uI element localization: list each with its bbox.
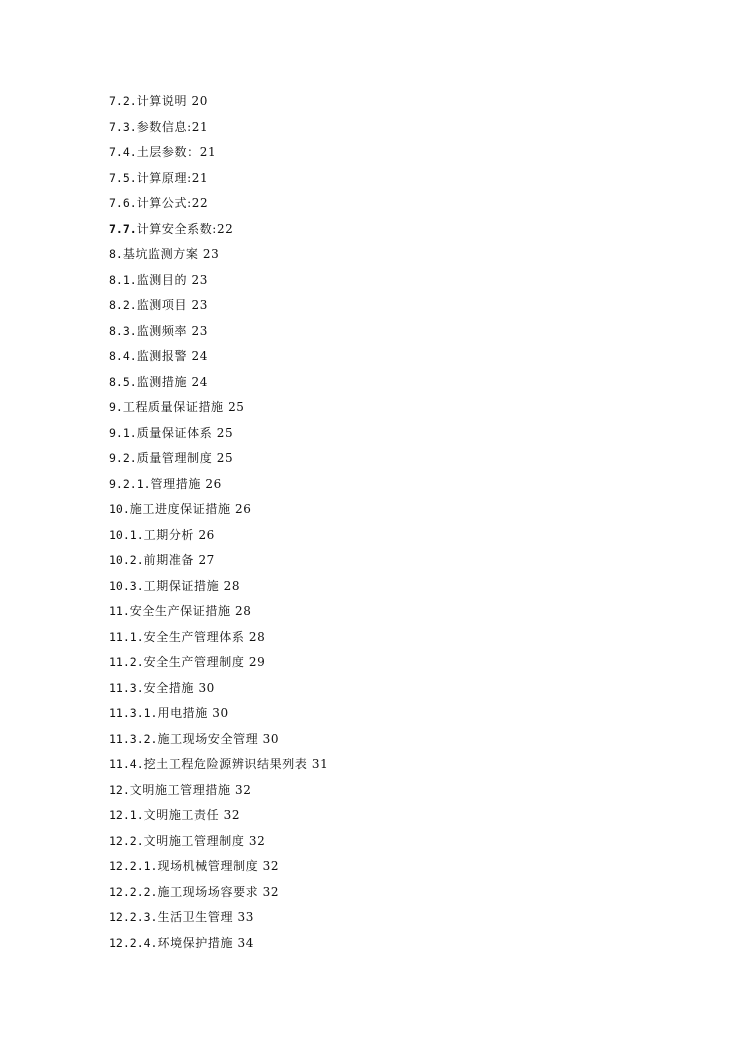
toc-entry-8-1[interactable] bbox=[109, 271, 328, 297]
toc-entry-number: 11.2. bbox=[109, 655, 144, 669]
toc-entry-number: 8. bbox=[109, 247, 123, 261]
toc-entry-7-5[interactable] bbox=[109, 169, 328, 195]
toc-entry-12[interactable] bbox=[109, 781, 328, 807]
toc-entry-12-2-1[interactable] bbox=[109, 857, 328, 883]
toc-entry-11-3-1[interactable] bbox=[109, 704, 328, 730]
toc-entry-10[interactable] bbox=[109, 500, 328, 526]
toc-entry-number: 9.2.1. bbox=[109, 476, 151, 491]
toc-entry-7-7[interactable] bbox=[109, 220, 328, 246]
toc-entry-text: 文明施工责任 32 bbox=[143, 808, 241, 822]
toc-entry-9-2-1[interactable] bbox=[109, 475, 328, 501]
toc-entry-7-3[interactable] bbox=[109, 118, 328, 144]
toc-entry-7-2[interactable] bbox=[109, 92, 328, 118]
toc-entry-text: 参数信息:21 bbox=[136, 119, 209, 134]
toc-entry-text: 安全生产保证措施 28 bbox=[129, 604, 252, 618]
toc-entry-10-1[interactable] bbox=[109, 526, 328, 552]
toc-entry-number: 8.3. bbox=[109, 323, 137, 338]
toc-entry-text: 施工现场安全管理 30 bbox=[157, 731, 280, 746]
toc-entry-text: 工期分析 26 bbox=[143, 527, 215, 542]
toc-entry-text: 生活卫生管理 33 bbox=[157, 910, 254, 924]
toc-entry-8[interactable] bbox=[109, 245, 328, 271]
toc-entry-text: 工期保证措施 28 bbox=[143, 578, 241, 593]
toc-entry-text: 现场机械管理制度 32 bbox=[157, 859, 280, 873]
toc-entry-text: 监测措施 24 bbox=[136, 374, 208, 389]
toc-entry-7-4[interactable] bbox=[109, 143, 328, 169]
toc-entry-11[interactable] bbox=[109, 602, 328, 628]
toc-entry-number: 12.2.2. bbox=[109, 884, 158, 899]
toc-entry-12-2-3[interactable] bbox=[109, 908, 328, 934]
toc-entry-9-2[interactable] bbox=[109, 449, 328, 475]
toc-entry-11-3-2[interactable] bbox=[109, 730, 328, 756]
toc-entry-12-2-4[interactable] bbox=[109, 934, 328, 960]
toc-entry-text: 监测项目 23 bbox=[136, 298, 208, 312]
toc-entry-text: 用电措施 30 bbox=[157, 706, 229, 720]
toc-entry-number: 12.2.1. bbox=[109, 859, 158, 873]
toc-entry-text: 监测频率 23 bbox=[136, 323, 208, 338]
toc-entry-12-1[interactable] bbox=[109, 806, 328, 832]
toc-entry-text: 基坑监测方案 23 bbox=[122, 247, 220, 261]
table-of-contents bbox=[109, 92, 328, 959]
toc-entry-number: 8.1. bbox=[109, 272, 137, 287]
toc-entry-number: 12.2. bbox=[109, 833, 144, 848]
toc-entry-7-6[interactable] bbox=[109, 194, 328, 220]
toc-entry-text: 质量保证体系 25 bbox=[136, 425, 234, 440]
toc-entry-text: 工程质量保证措施 25 bbox=[122, 400, 245, 414]
toc-entry-10-2[interactable] bbox=[109, 551, 328, 577]
toc-entry-text: 安全生产管理体系 28 bbox=[143, 629, 266, 644]
toc-entry-number: 11.3.2. bbox=[109, 731, 158, 746]
toc-entry-number: 11.3. bbox=[109, 680, 144, 695]
toc-entry-number: 7.2. bbox=[109, 94, 137, 108]
toc-entry-number: 9.1. bbox=[109, 425, 137, 440]
toc-entry-number: 8.4. bbox=[109, 349, 137, 363]
toc-entry-number: 11.4. bbox=[109, 757, 144, 771]
toc-entry-8-4[interactable] bbox=[109, 347, 328, 373]
toc-entry-text: 土层参数：21 bbox=[136, 145, 217, 159]
toc-entry-number: 11.1. bbox=[109, 629, 144, 644]
toc-entry-text: 安全措施 30 bbox=[143, 680, 215, 695]
toc-entry-text: 环境保护措施 34 bbox=[157, 935, 254, 950]
toc-entry-10-3[interactable] bbox=[109, 577, 328, 603]
toc-entry-8-2[interactable] bbox=[109, 296, 328, 322]
toc-entry-number: 10. bbox=[109, 502, 130, 516]
toc-entry-number: 7.3. bbox=[109, 119, 137, 134]
toc-entry-text: 安全生产管理制度 29 bbox=[143, 655, 266, 669]
toc-entry-number: 12.1. bbox=[109, 808, 144, 822]
toc-entry-text: 管理措施 26 bbox=[150, 476, 222, 491]
toc-entry-number: 7.6. bbox=[109, 196, 137, 210]
toc-entry-number: 12.2.3. bbox=[109, 910, 158, 924]
toc-entry-number: 9.2. bbox=[109, 451, 137, 465]
toc-entry-number: 12.2.4. bbox=[109, 935, 158, 950]
toc-entry-number: 11.3.1. bbox=[109, 706, 158, 720]
toc-entry-8-5[interactable] bbox=[109, 373, 328, 399]
toc-entry-text: 文明施工管理制度 32 bbox=[143, 833, 266, 848]
toc-entry-number: 7.7. bbox=[109, 221, 137, 236]
toc-entry-text: 计算原理:21 bbox=[136, 170, 209, 185]
toc-entry-text: 计算说明 20 bbox=[136, 94, 208, 108]
toc-entry-8-3[interactable] bbox=[109, 322, 328, 348]
toc-entry-11-2[interactable] bbox=[109, 653, 328, 679]
toc-entry-number: 8.2. bbox=[109, 298, 137, 312]
toc-entry-number: 12. bbox=[109, 782, 130, 797]
toc-entry-text: 计算安全系数:22 bbox=[136, 221, 234, 236]
toc-entry-text: 施工现场场容要求 32 bbox=[157, 884, 280, 899]
toc-entry-11-1[interactable] bbox=[109, 628, 328, 654]
toc-entry-number: 8.5. bbox=[109, 374, 137, 389]
toc-entry-11-3[interactable] bbox=[109, 679, 328, 705]
toc-entry-number: 10.2. bbox=[109, 553, 144, 567]
toc-entry-9[interactable] bbox=[109, 398, 328, 424]
toc-entry-number: 7.5. bbox=[109, 170, 137, 185]
toc-entry-text: 挖土工程危险源辨识结果列表 31 bbox=[143, 757, 329, 771]
toc-entry-text: 监测报警 24 bbox=[136, 349, 208, 363]
toc-entry-9-1[interactable] bbox=[109, 424, 328, 450]
toc-entry-text: 施工进度保证措施 26 bbox=[129, 502, 252, 516]
toc-entry-number: 7.4. bbox=[109, 145, 137, 159]
toc-entry-number: 9. bbox=[109, 400, 123, 414]
toc-entry-text: 文明施工管理措施 32 bbox=[129, 782, 252, 797]
toc-entry-text: 前期准备 27 bbox=[143, 553, 215, 567]
toc-entry-text: 监测目的 23 bbox=[136, 272, 208, 287]
toc-entry-12-2-2[interactable] bbox=[109, 883, 328, 909]
toc-entry-number: 11. bbox=[109, 604, 130, 618]
toc-entry-number: 10.1. bbox=[109, 527, 144, 542]
toc-entry-number: 10.3. bbox=[109, 578, 144, 593]
toc-entry-11-4[interactable] bbox=[109, 755, 328, 781]
toc-entry-text: 计算公式:22 bbox=[136, 196, 209, 210]
toc-entry-12-2[interactable] bbox=[109, 832, 328, 858]
toc-entry-text: 质量管理制度 25 bbox=[136, 451, 234, 465]
